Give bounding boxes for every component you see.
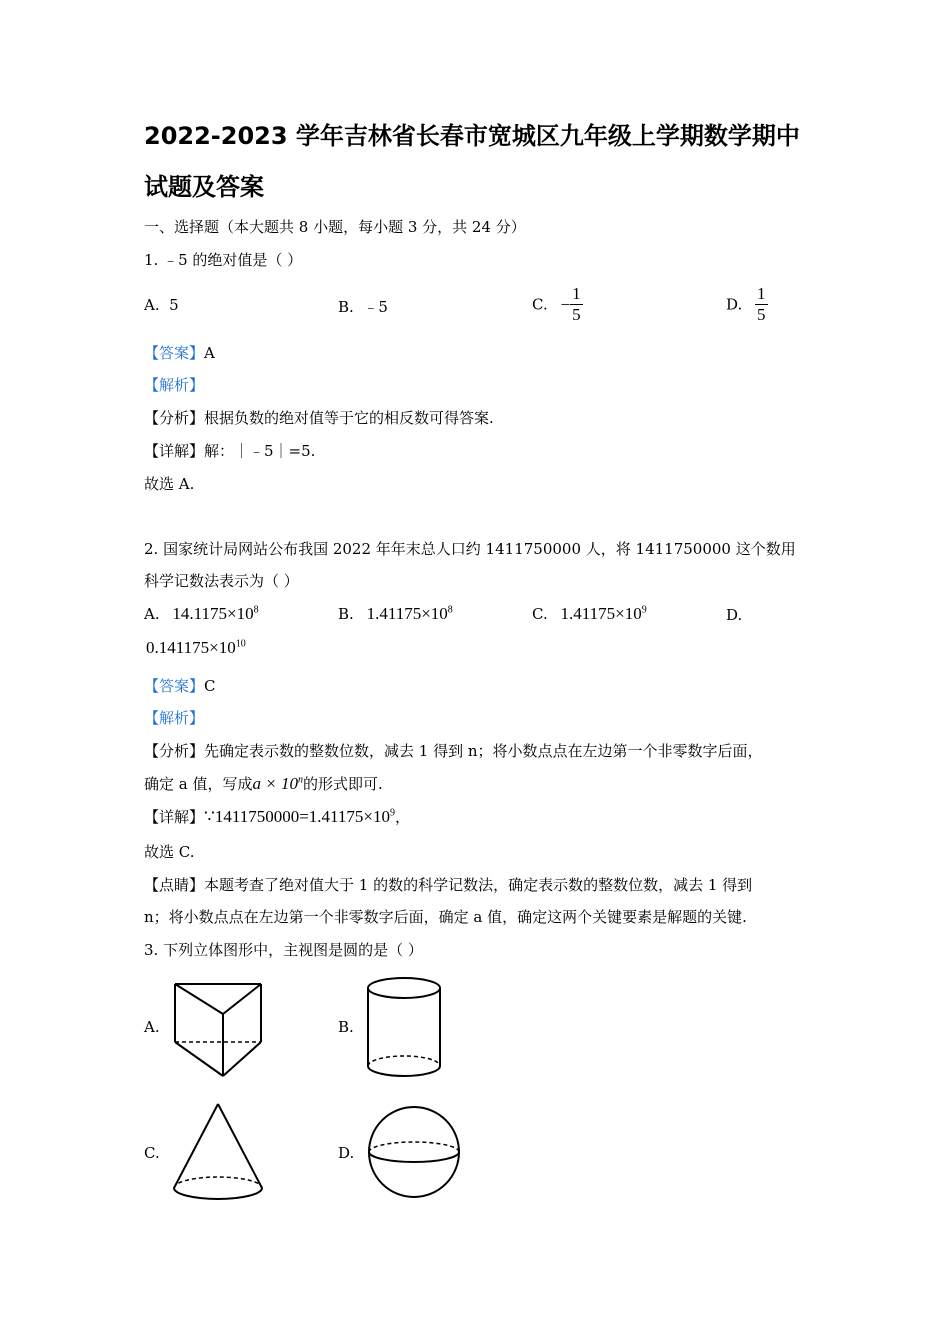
q2-conclusion: 故选 C. [144,843,195,861]
detail-tag: 【详解】 [144,808,205,826]
q1-option-c [532,284,583,325]
q2-option-d-label: D. [726,606,743,624]
q2-answer [144,675,216,696]
option-value: 5 [169,296,179,314]
option-label: A. [144,296,160,314]
option-label: D. [726,295,743,314]
answer-tag: 【答案】 [144,344,205,362]
q1-option-b [338,296,388,317]
option-label: A. [144,605,160,623]
formula-exponent: n [297,774,303,786]
q2-dianjing-line1 [144,874,752,895]
because-symbol: ∵ [204,807,215,826]
cone-figure [170,1100,266,1206]
fenxi-text: 根据负数的绝对值等于它的相反数可得答案. [204,409,494,427]
q3-stem: 3. 下列立体图形中，主视图是圆的是（ ） [144,941,423,959]
q1-conclusion: 故选 A. [144,475,195,493]
fenxi-text: 的形式即可. [302,775,383,793]
detail-tag: 【详解】 [144,442,205,460]
detail-comma: ， [395,808,411,826]
formula [252,774,302,793]
sci-exponent: 8 [447,604,453,616]
doc-title-line1: 2022-2023 学年吉林省长春市宽城区九年级上学期数学期中 [144,122,800,150]
doc-title-line2: 试题及答案 [144,173,264,201]
formula-exponent: 9 [390,807,396,819]
option-value [561,604,647,623]
q2-fenxi-line1 [144,740,763,761]
formula-base: a × 10 [252,774,298,793]
sci-exponent: 8 [253,604,259,616]
q1-stem: 1. ﹣5 的绝对值是（ ） [144,251,303,269]
fraction-numerator: 1 [572,284,581,303]
q1-detail [144,440,315,461]
option-label: C. [532,605,548,623]
dianjing-tag: 【点睛】 [144,876,205,894]
answer-tag: 【答案】 [144,677,205,695]
detail-formula [215,807,395,826]
fraction [570,284,583,325]
dianjing-text: 本题考查了绝对值大于 1 的数的科学记数法，确定表示数的整数位数，减去 1 得到 [204,876,753,894]
option-value: ﹣5 [363,298,388,316]
fraction-denominator: 5 [572,305,581,324]
q3-option-c-label: C. [144,1144,160,1162]
q1-analysis-tag: 【解析】 [144,376,205,394]
fenxi-text: 确定 a 值，写成 [144,775,253,793]
q3-option-a-label: A. [144,1018,160,1036]
q1-answer [144,342,215,363]
minus-sign: − [560,294,571,314]
triangular-prism-figure [168,978,263,1080]
option-label: B. [338,298,354,316]
q2-detail [144,806,410,827]
q2-stem-line2: 科学记数法表示为（ ） [144,572,299,590]
q1-option-a [144,296,179,314]
q2-option-a [144,604,259,624]
fenxi-tag: 【分析】 [144,409,205,427]
sci-base: 1.41175×10 [366,604,448,623]
sci-base: 0.141175×10 [146,638,236,657]
q2-option-b [338,604,453,624]
q2-fenxi-line2 [144,773,383,794]
fraction [755,284,768,325]
option-value [146,638,246,657]
fenxi-tag: 【分析】 [144,742,205,760]
option-label: B. [338,605,354,623]
q2-option-d [146,638,246,658]
option-value [367,604,453,623]
formula-base: 1411750000=1.41175×10 [214,807,391,826]
cylinder-figure [366,976,444,1080]
option-value [172,604,258,623]
detail-text: 解：｜﹣5｜=5. [204,442,316,460]
sci-exponent: 9 [641,604,647,616]
q1-option-d [726,284,768,325]
fenxi-text: 先确定表示数的整数位数，减去 1 得到 n；将小数点点在左边第一个非零数字后面， [204,742,763,760]
fraction-denominator: 5 [757,305,766,324]
q2-analysis-tag: 【解析】 [144,709,205,727]
sci-base: 1.41175×10 [560,604,642,623]
sci-base: 14.1175×10 [172,604,254,623]
q2-stem-line1: 2. 国家统计局网站公布我国 2022 年年末总人口约 1411750000 人，将 1411750000 这个数用 [144,540,796,558]
q2-dianjing-line2: n；将小数点点在左边第一个非零数字后面，确定 a 值，确定这两个关键要素是解题的关键. [144,908,747,926]
q3-option-b-label: B. [338,1018,354,1036]
q2-option-c [532,604,647,624]
sci-exponent: 10 [235,638,246,650]
q3-option-d-label: D. [338,1144,355,1162]
option-label: C. [532,295,548,314]
q1-fenxi [144,407,494,428]
section-heading: 一、选择题（本大题共 8 小题，每小题 3 分，共 24 分） [144,218,526,236]
sphere-figure [366,1104,462,1200]
answer-value: C [204,677,216,695]
fraction-numerator: 1 [757,284,766,303]
answer-value: A [204,344,215,362]
